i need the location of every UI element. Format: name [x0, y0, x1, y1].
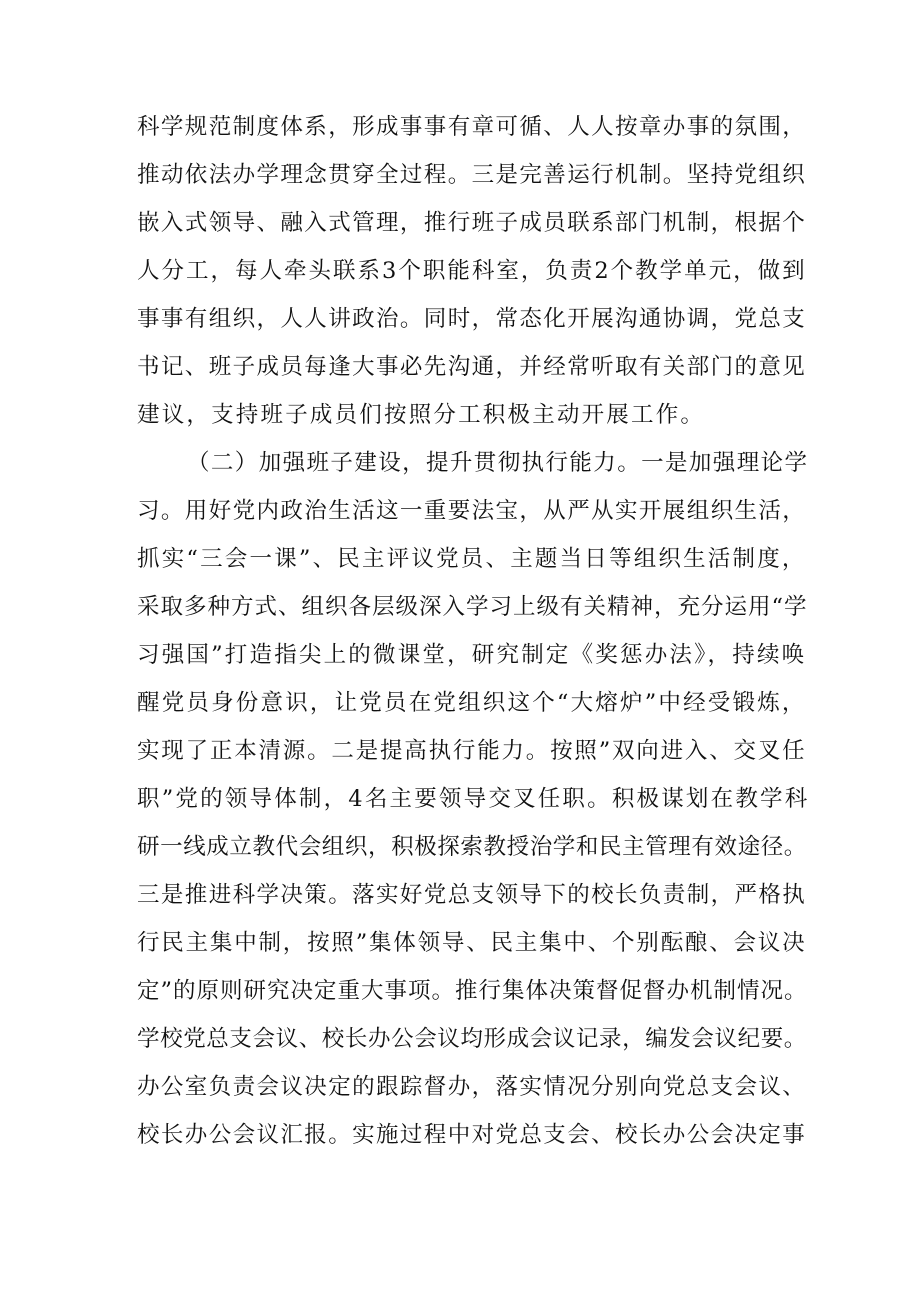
text-line: 学校党总支会议、校长办公会议均形成会议记录，编发会议纪要。 [137, 1026, 807, 1052]
text-line: 事事有组织，人人讲政治。同时，常态化开展沟通协调，党总支 [137, 306, 807, 332]
text-line: 采取多种方式、组织各层级深入学习上级有关精神，充分运用“学 [137, 594, 808, 620]
text-line: 研一线成立教代会组织，积极探索教授治学和民主管理有效途径。 [137, 834, 807, 860]
text-line: 书记、班子成员每逢大事必先沟通，并经常听取有关部门的意见 [137, 354, 807, 380]
text-line: 办公室负责会议决定的跟踪督办，落实情况分别向党总支会议、 [137, 1074, 807, 1100]
text-line: 习强国”打造指尖上的微课堂，研究制定《奖惩办法》，持续唤 [137, 642, 807, 668]
document-body [137, 103, 810, 1159]
text-line: 人分工，每人牵头联系3个职能科室，负责2个教学单元，做到 [137, 258, 807, 284]
text-line: 实现了正本清源。二是提高执行能力。按照”双向进入、交叉任 [137, 738, 807, 764]
text-line: 定”的原则研究决定重大事项。推行集体决策督促督办机制情况。 [137, 978, 808, 1004]
text-line: 嵌入式领导、融入式管理，推行班子成员联系部门机制，根据个 [137, 210, 807, 236]
text-line: 习。用好党内政治生活这一重要法宝，从严从实开展组织生活， [137, 498, 807, 524]
text-line: 醒党员身份意识，让党员在党组织这个“大熔炉”中经受锻炼， [137, 690, 807, 716]
text-line: 职”党的领导体制，4名主要领导交叉任职。积极谋划在教学科 [137, 786, 810, 812]
text-line: 行民主集中制，按照”集体领导、民主集中、个别酝酿、会议决 [137, 930, 807, 956]
section-heading-line: （二）加强班子建设，提升贯彻执行能力。一是加强理论学 [187, 450, 809, 476]
text-line: 校长办公会议汇报。实施过程中对党总支会、校长办公会决定事 [137, 1122, 807, 1148]
text-line: 抓实“三会一课”、民主评议党员、主题当日等组织生活制度， [137, 546, 807, 572]
text-line: 科学规范制度体系，形成事事有章可循、人人按章办事的氛围， [137, 114, 807, 140]
text-line: 三是推进科学决策。落实好党总支领导下的校长负责制，严格执 [137, 882, 807, 908]
text-line: 建议，支持班子成员们按照分工积极主动开展工作。 [137, 402, 706, 428]
text-line: 推动依法办学理念贯穿全过程。三是完善运行机制。坚持党组织 [137, 162, 807, 188]
